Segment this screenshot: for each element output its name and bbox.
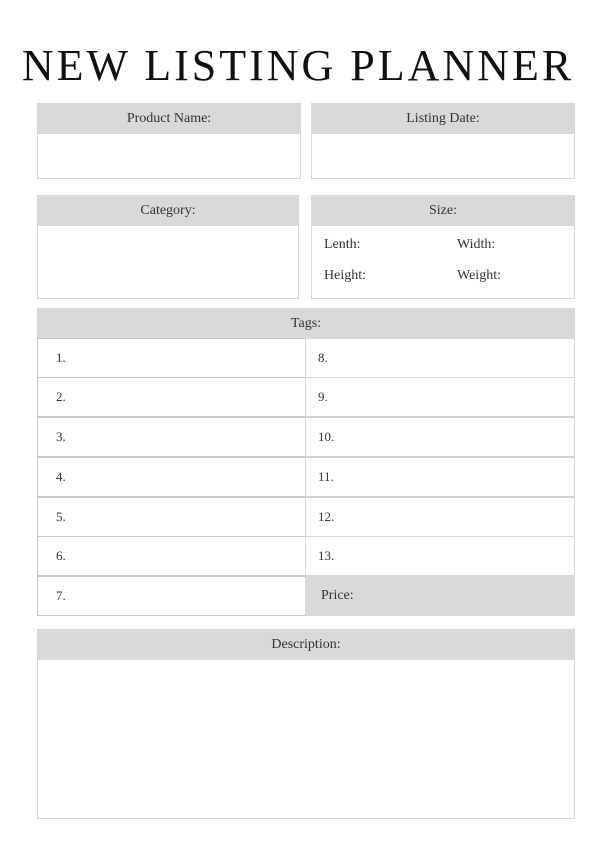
tags-section: [37, 308, 575, 616]
tag-row[interactable]: 8.: [305, 338, 575, 378]
listing-date-field[interactable]: [312, 134, 574, 178]
tag-row[interactable]: 10.: [305, 417, 575, 457]
tag-row[interactable]: 12.: [305, 497, 575, 537]
size-label: Size:: [312, 196, 574, 226]
width-label: Width:: [457, 237, 496, 252]
product-name-box: [37, 103, 301, 179]
tag-row[interactable]: 9.: [305, 377, 575, 417]
category-box: [37, 195, 299, 299]
product-name-label: Product Name:: [38, 104, 300, 134]
description-label: Description:: [38, 630, 574, 660]
product-name-field[interactable]: [38, 134, 300, 178]
listing-date-label: Listing Date:: [312, 104, 574, 134]
tag-row[interactable]: 2.: [37, 377, 307, 417]
tags-label: Tags:: [37, 308, 575, 338]
weight-label: Weight:: [457, 268, 501, 283]
tag-row[interactable]: 4.: [37, 457, 307, 497]
price-field[interactable]: Price:: [305, 576, 575, 616]
category-label: Category:: [38, 196, 298, 226]
tag-row[interactable]: 3.: [37, 417, 307, 457]
page-title: NEW LISTING PLANNER: [21, 41, 575, 90]
tag-row[interactable]: 1.: [37, 338, 307, 378]
tag-row[interactable]: 5.: [37, 497, 307, 537]
description-box: [37, 629, 575, 819]
description-field[interactable]: [38, 660, 574, 818]
tag-row[interactable]: 13.: [305, 536, 575, 576]
tag-row[interactable]: 7.: [37, 576, 307, 616]
size-box: [311, 195, 575, 299]
length-label: Lenth:: [324, 237, 361, 252]
category-field[interactable]: [38, 226, 298, 298]
height-label: Height:: [324, 268, 366, 283]
listing-date-box: [311, 103, 575, 179]
tag-row[interactable]: 11.: [305, 457, 575, 497]
tag-row[interactable]: 6.: [37, 536, 307, 576]
